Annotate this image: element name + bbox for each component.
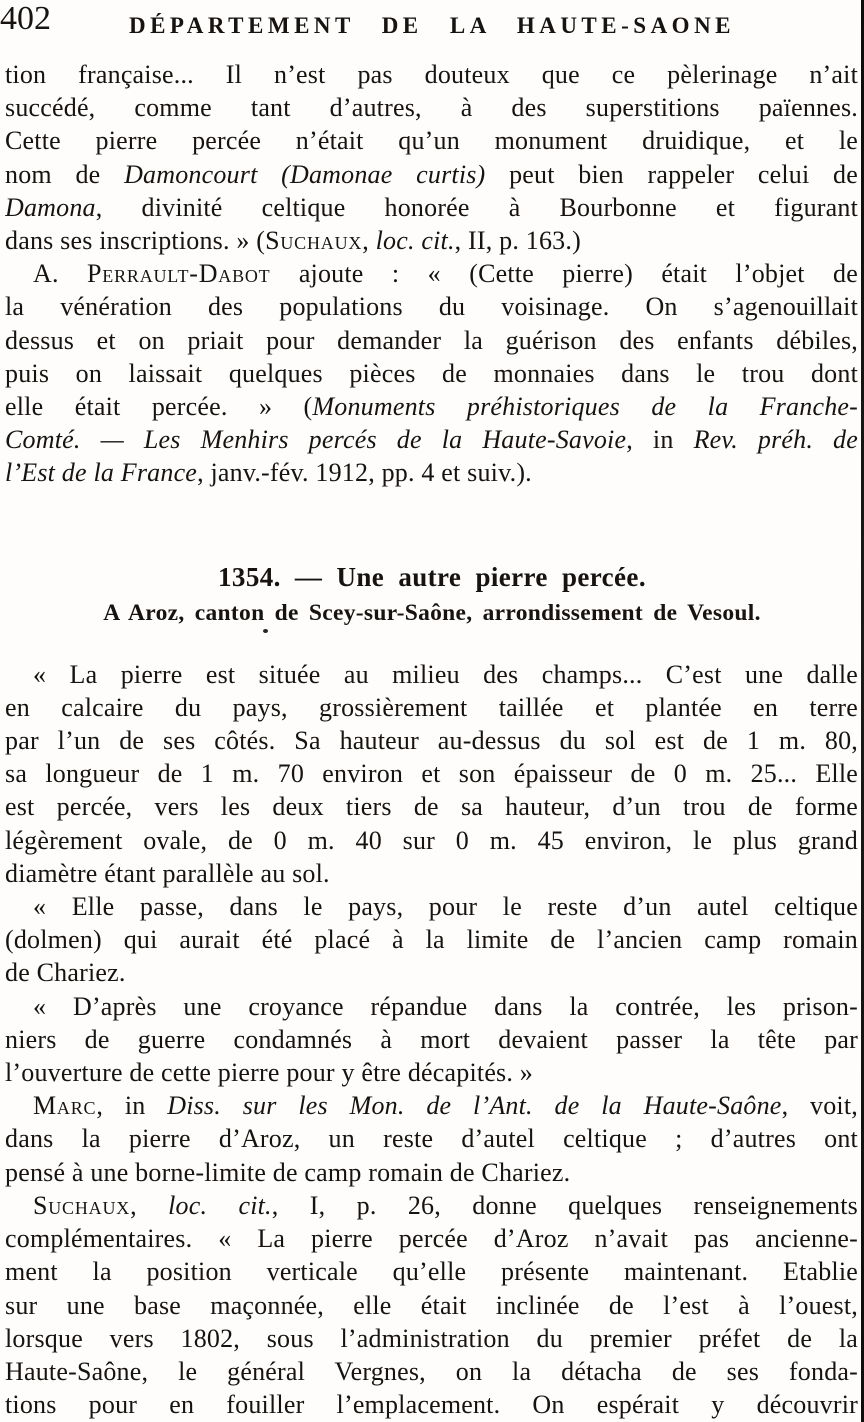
text-run: puis on laissait quelques pièces de monnaies dans le trou dont: [5, 358, 858, 388]
entry-heading: [0, 560, 864, 628]
text-run: dans la pierre d’Aroz, un reste d’autel celtique ; d’autres ont: [5, 1124, 858, 1154]
text-run: , in: [626, 425, 694, 455]
running-title: DÉPARTEMENT DE LA HAUTE-SAONE: [128, 13, 736, 38]
paragraph: [5, 58, 858, 257]
text-line: [5, 890, 858, 923]
text-line: [5, 224, 858, 257]
text-run: A.: [33, 259, 88, 289]
entry-location: A Aroz, canton de Scey-sur-Saône, arrondissement de Vesoul.: [103, 599, 761, 626]
text-line: [5, 324, 858, 357]
text-line: [5, 658, 858, 691]
text-line: [5, 257, 858, 290]
text-run: ment la position verticale qu’elle présente maintenant. Etablie: [5, 1257, 858, 1287]
text-line: [5, 1056, 858, 1089]
text-line: [5, 191, 858, 224]
text-run: sur une base maçonnée, elle était inclinée de l’est à l’ouest,: [5, 1290, 858, 1320]
text-line: [5, 1089, 858, 1122]
text-line: [5, 824, 858, 857]
text-line: [5, 158, 858, 191]
italic-text: Damoncourt (Damonae curtis): [124, 159, 486, 189]
text-line: [5, 1222, 858, 1255]
paragraph: [5, 1189, 858, 1421]
italic-text: Damona: [5, 192, 96, 222]
text-line: [5, 1023, 858, 1056]
text-run: tion française... Il n’est pas douteux que ce pèlerinage n’ait: [5, 60, 858, 89]
text-run: , janv.-fév. 1912, pp. 4 et suiv.).: [197, 458, 532, 488]
text-run: , voit,: [781, 1091, 858, 1121]
text-run: diamètre étant parallèle au sol.: [5, 858, 330, 888]
italic-text: loc. cit.: [375, 226, 455, 256]
paragraph: [5, 658, 858, 890]
text-run: ,: [362, 226, 376, 256]
text-run: lorsque vers 1802, sous l’administration du premier préfet de la: [5, 1323, 858, 1353]
text-run: l’ouverture de cette pierre pour y être décapités. »: [5, 1058, 533, 1088]
entry-number-title: 1354. — Une autre pierre percée.: [218, 561, 646, 592]
text-run: , in: [96, 1091, 168, 1121]
text-run: (dolmen) qui aurait été placé à la limite de l’ancien camp romain: [5, 925, 858, 955]
paragraph: [5, 257, 858, 489]
text-line: [5, 790, 858, 823]
text-line: [5, 1189, 858, 1222]
text-line: [5, 456, 858, 489]
text-run: de Chariez.: [5, 958, 126, 988]
text-column-top: [0, 58, 864, 490]
text-run: « La pierre est située au milieu des champs... C’est une dalle: [33, 659, 858, 689]
text-run: succédé, comme tant d’autres, à des superstitions païennes.: [5, 93, 858, 123]
text-run: tions pour en fouiller l’emplacement. On espérait y découvrir: [5, 1390, 858, 1420]
text-run: nom de: [5, 159, 125, 189]
text-run: est percée, vers les deux tiers de sa hauteur, d’un trou de forme: [5, 792, 858, 822]
text-run: pensé à une borne-limite de camp romain de Chariez.: [5, 1157, 571, 1187]
paragraph: [5, 890, 858, 990]
text-run: la vénération des populations du voisinage. On s’agenouillait: [5, 292, 858, 322]
text-run: par l’un de ses côtés. Sa hauteur au-dessus du sol est de 1 m. 80,: [5, 726, 858, 756]
italic-text: Diss. sur les Mon. de l’Ant. de la Haute-Saône: [167, 1091, 782, 1121]
text-line: [5, 423, 858, 456]
text-line: [5, 691, 858, 724]
smallcaps-name: Marc: [33, 1091, 97, 1121]
text-run: peut bien rappeler celui de: [485, 159, 858, 189]
text-line: [5, 1322, 858, 1355]
text-run: ,: [130, 1190, 169, 1220]
text-line: [5, 990, 858, 1023]
text-line: [5, 1289, 858, 1322]
text-run: , I, p. 26, donne quelques renseignements: [271, 1190, 858, 1220]
paragraph: [5, 990, 858, 1090]
smallcaps-name: Suchaux: [265, 226, 363, 256]
text-line: [5, 956, 858, 989]
text-run: , divinité celtique honorée à Bourbonne et figurant: [95, 192, 858, 222]
text-run: elle était percée. » (: [5, 392, 313, 422]
text-run: dans ses inscriptions. » (: [5, 226, 266, 256]
text-line: [5, 1122, 858, 1155]
page-number: 402: [0, 0, 51, 37]
text-run: dessus et on priait pour demander la guérison des enfants débiles,: [5, 325, 858, 355]
text-run: Haute-Saône, le général Vergnes, on la détacha de ses fonda-: [5, 1356, 858, 1386]
text-line: [5, 1156, 858, 1189]
italic-text: Rev. préh. de: [693, 425, 858, 455]
text-run: légèrement ovale, de 0 m. 40 sur 0 m. 45 environ, le plus grand: [5, 825, 858, 855]
smallcaps-name: Suchaux: [33, 1190, 131, 1220]
text-run: complémentaires. « La pierre percée d’Aroz n’avait pas ancienne-: [5, 1224, 858, 1254]
smallcaps-name: Perrault-Dabot: [87, 259, 271, 289]
text-line: [5, 1388, 858, 1421]
text-line: [5, 290, 858, 323]
text-line: [5, 923, 858, 956]
text-line: [5, 91, 858, 124]
text-line: [5, 124, 858, 157]
scan-speck-artifact: [263, 629, 268, 633]
text-run: « Elle passe, dans le pays, pour le reste d’un autel celtique: [33, 892, 858, 922]
text-line: [5, 757, 858, 790]
text-run: en calcaire du pays, grossièrement taillée et plantée en terre: [5, 692, 858, 722]
italic-text: l’Est de la France: [5, 458, 198, 488]
paragraph: [5, 1089, 858, 1189]
text-column-bottom: [0, 658, 864, 1422]
text-line: [5, 857, 858, 890]
text-run: , II, p. 163.): [454, 226, 581, 256]
text-line: [5, 1355, 858, 1388]
text-line: [5, 58, 858, 91]
text-run: niers de guerre condamnés à mort devaient passer la tête par: [5, 1024, 858, 1054]
italic-text: loc. cit.: [168, 1190, 272, 1220]
text-run: « D’après une croyance répandue dans la contrée, les prison-: [33, 991, 858, 1021]
italic-text: Comté. — Les Menhirs percés de la Haute-Savoie: [5, 425, 627, 455]
text-line: [5, 390, 858, 423]
italic-text: Monuments préhistoriques de la Franche-: [312, 392, 858, 422]
text-line: [5, 1255, 858, 1288]
text-run: sa longueur de 1 m. 70 environ et son épaisseur de 0 m. 25... Elle: [5, 759, 858, 789]
text-line: [5, 357, 858, 390]
text-run: ajoute : « (Cette pierre) était l’objet de: [270, 259, 858, 289]
page-header: [0, 0, 864, 50]
text-line: [5, 724, 858, 757]
text-run: Cette pierre percée n’était qu’un monument druidique, et le: [5, 126, 858, 156]
